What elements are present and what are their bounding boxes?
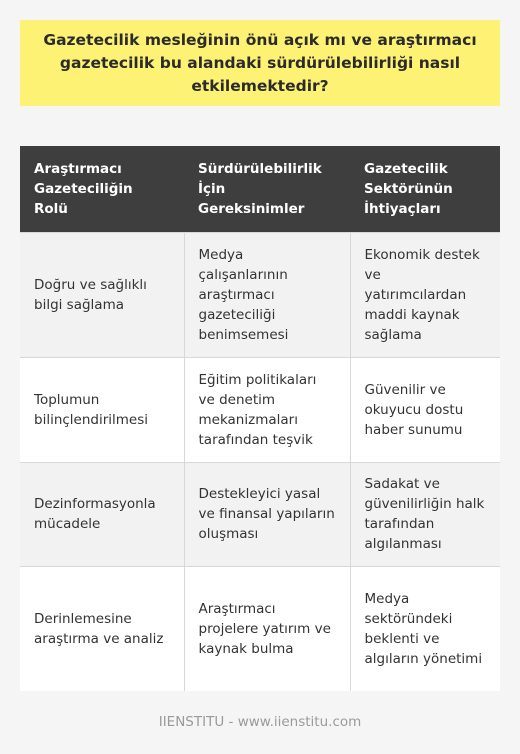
table-cell: Doğru ve sağlıklı bilgi sağlama <box>20 232 184 357</box>
table-row <box>20 566 500 691</box>
column-header: Sürdürülebilirlik İçin Gereksinimler <box>184 146 350 232</box>
title-banner <box>20 20 500 106</box>
table-cell: Toplumun bilinçlendirilmesi <box>20 357 184 462</box>
table-row <box>20 357 500 462</box>
table-cell: Sadakat ve güvenilirliğin halk tarafından algılanması <box>350 462 500 566</box>
page-title: Gazetecilik mesleğinin önü açık mı ve araştırmacı gazetecilik bu alandaki sürdürülebilirliği nasıl etkilemektedir? <box>43 30 477 95</box>
column-header: Araştırmacı Gazeteciliğin Rolü <box>20 146 184 232</box>
table-cell: Dezinformasyonla mücadele <box>20 462 184 566</box>
table-cell: Güvenilir ve okuyucu dostu haber sunumu <box>350 357 500 462</box>
footer-credit: IIENSTITU - www.iienstitu.com <box>158 714 362 730</box>
table-cell: Araştırmacı projelere yatırım ve kaynak bulma <box>184 566 350 691</box>
comparison-table <box>20 146 500 691</box>
table-cell: Eğitim politikaları ve denetim mekanizmaları tarafından teşvik <box>184 357 350 462</box>
table-cell: Medya sektöründeki beklenti ve algıların yönetimi <box>350 566 500 691</box>
table-row <box>20 462 500 566</box>
table-row <box>20 232 500 357</box>
table-cell: Destekleyici yasal ve finansal yapıların oluşması <box>184 462 350 566</box>
table-header-row <box>20 146 500 232</box>
table-cell: Medya çalışanlarının araştırmacı gazeteciliği benimsemesi <box>184 232 350 357</box>
table-cell: Derinlemesine araştırma ve analiz <box>20 566 184 691</box>
table-cell: Ekonomik destek ve yatırımcılardan maddi kaynak sağlama <box>350 232 500 357</box>
column-header: Gazetecilik Sektörünün İhtiyaçları <box>350 146 500 232</box>
